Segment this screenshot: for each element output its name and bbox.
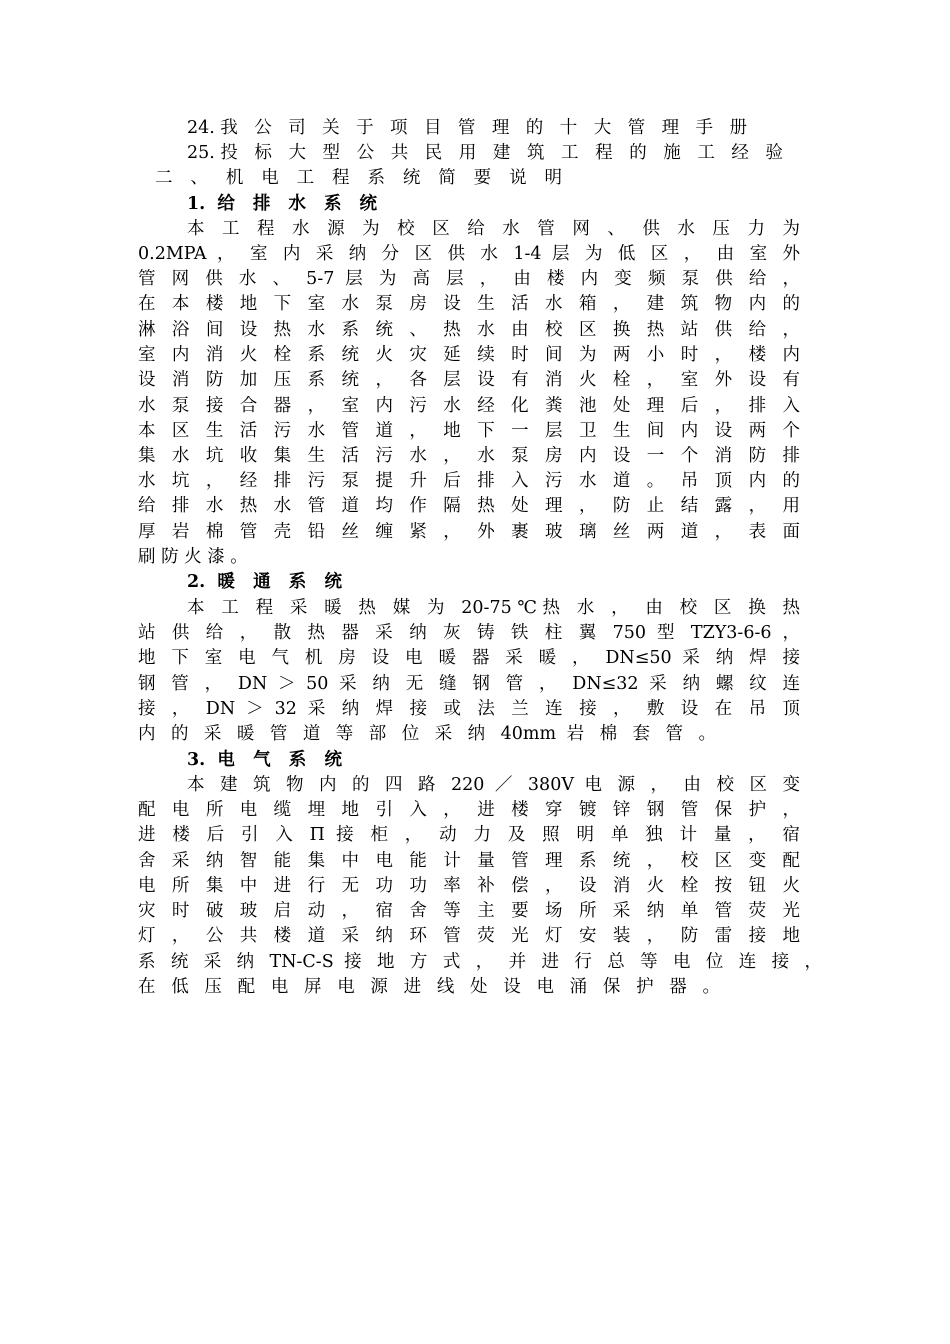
paragraph-line: 接 ， DN ＞ 32 采 纳 焊 接 或 法 兰 连 接 ， 敷 设 在 吊 顶 [138, 699, 800, 719]
paragraph-line: 集 水 坑 收 集 生 活 污 水 ， 水 泵 房 内 设 一 个 消 防 排 [138, 446, 800, 466]
paragraph-line: 电 所 集 中 进 行 无 功 功 率 补 偿 ， 设 消 火 栓 按 钮 火 [138, 876, 800, 896]
paragraph-line: 刷 防 火 漆 。 [138, 547, 248, 567]
paragraph-line: 0.2MPA ， 室 内 采 纳 分 区 供 水 1-4 层 为 低 区 ， 由 室 外 [138, 244, 800, 264]
paragraph-line: 室 内 消 火 栓 系 统 火 灾 延 续 时 间 为 两 小 时 ， 楼 内 [138, 345, 800, 365]
paragraph-line: 站 供 给 ， 散 热 器 采 纳 灰 铸 铁 柱 翼 750 型 TZY3-6-6 ， [138, 623, 800, 643]
paragraph-line: 在 本 楼 地 下 室 水 泵 房 设 生 活 水 箱 ， 建 筑 物 内 的 [138, 294, 800, 314]
heading-water-supply: 1. 给 排 水 系 统 [187, 194, 377, 214]
section-title: 二 、 机 电 工 程 系 统 简 要 说 明 [155, 168, 562, 188]
paragraph-line: 地 下 室 电 气 机 房 设 电 暖 器 采 暖 ， DN≤50 采 纳 焊 接 [138, 648, 800, 668]
list-item-25: 25.投 标 大 型 公 共 民 用 建 筑 工 程 的 施 工 经 验 [187, 143, 783, 163]
list-item-24: 24.我 公 司 关 于 项 目 管 理 的 十 大 管 理 手 册 [187, 118, 747, 138]
paragraph-line: 配 电 所 电 缆 埋 地 引 入 ， 进 楼 穿 镀 锌 钢 管 保 护 ， [138, 800, 800, 820]
heading-hvac: 2. 暖 通 系 统 [187, 572, 342, 592]
paragraph-line: 钢 管 ， DN ＞ 50 采 纳 无 缝 钢 管 ， DN≤32 采 纳 螺 纹 连 [138, 674, 800, 694]
paragraph-line: 本 区 生 活 污 水 管 道 ， 地 下 一 层 卫 生 间 内 设 两 个 [138, 421, 800, 441]
paragraph-line: 舍 采 纳 智 能 集 中 电 能 计 量 管 理 系 统 ， 校 区 变 配 [138, 851, 800, 871]
paragraph-line: 进 楼 后 引 入 Π 接 柜 ， 动 力 及 照 明 单 独 计 量 ， 宿 [138, 825, 800, 845]
paragraph-line: 本 建 筑 物 内 的 四 路 220 ／ 380V 电 源 ， 由 校 区 变 [187, 775, 800, 795]
paragraph-line: 在 低 压 配 电 屏 电 源 进 线 处 设 电 涌 保 护 器 。 [138, 977, 720, 997]
paragraph-line: 给 排 水 热 水 管 道 均 作 隔 热 处 理 ， 防 止 结 露 ， 用 [138, 496, 800, 516]
heading-electrical: 3. 电 气 系 统 [187, 750, 342, 770]
paragraph-line: 管 网 供 水 、 5-7 层 为 高 层 ， 由 楼 内 变 频 泵 供 给 ， [138, 269, 800, 289]
paragraph-line: 淋 浴 间 设 热 水 系 统 、 热 水 由 校 区 换 热 站 供 给 ， [138, 320, 800, 340]
paragraph-line: 厚 岩 棉 管 壳 铅 丝 缠 紧 ， 外 裹 玻 璃 丝 两 道 ， 表 面 [138, 522, 800, 542]
paragraph-line: 系 统 采 纳 TN-C-S 接 地 方 式 ， 并 进 行 总 等 电 位 连 接 ， [138, 952, 822, 972]
paragraph-line: 本 工 程 水 源 为 校 区 给 水 管 网 、 供 水 压 力 为 [187, 219, 800, 239]
paragraph-line: 灯 ， 公 共 楼 道 采 纳 环 管 荧 光 灯 安 装 ， 防 雷 接 地 [138, 926, 800, 946]
paragraph-line: 内 的 采 暖 管 道 等 部 位 采 纳 40mm 岩 棉 套 管 。 [138, 724, 716, 744]
paragraph-line: 本 工 程 采 暖 热 媒 为 20-75℃热 水 ， 由 校 区 换 热 [187, 598, 800, 618]
paragraph-line: 设 消 防 加 压 系 统 ， 各 层 设 有 消 火 栓 ， 室 外 设 有 [138, 370, 800, 390]
paragraph-line: 水 泵 接 合 器 ， 室 内 污 水 经 化 粪 池 处 理 后 ， 排 入 [138, 396, 800, 416]
paragraph-line: 灾 时 破 玻 启 动 ， 宿 舍 等 主 要 场 所 采 纳 单 管 荧 光 [138, 901, 800, 921]
paragraph-line: 水 坑 ， 经 排 污 泵 提 升 后 排 入 污 水 道 。 吊 顶 内 的 [138, 471, 800, 491]
